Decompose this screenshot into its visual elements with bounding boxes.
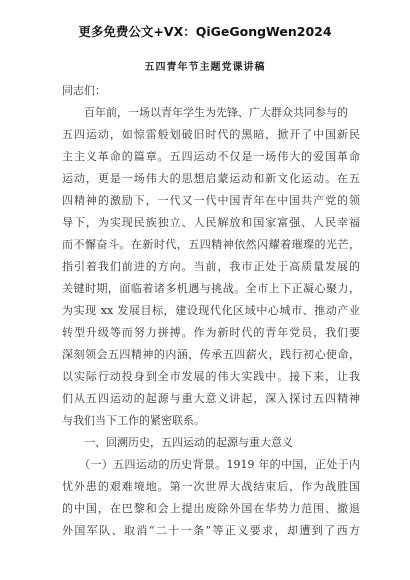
- paragraph-line: 们从五四运动的起源与重大意义讲起，深入探讨五四精神: [62, 392, 360, 405]
- promo-header: 更多免费公文+VX：QiGeGongWen2024: [78, 24, 332, 39]
- paragraph-line: 导下，为实现民族独立、人民解放和国家富强、人民幸福: [62, 216, 360, 229]
- paragraph-line: （一）五四运动的历史背景。1919 年的中国，正处于内: [62, 458, 360, 471]
- paragraph-line: 转型升级等而努力拼搏。作为新时代的青年党员，我们要: [62, 326, 360, 339]
- paragraph-line: 运动，更是一场伟大的思想启蒙运动和新文化运动。在五: [62, 172, 360, 185]
- paragraph-line: 外国军队、取消“二十一条”等正义要求，却遭到了西方: [62, 524, 360, 537]
- paragraph-line: 关键时期，面临着诸多机遇与挑战。全市上下正凝心聚力，: [62, 282, 360, 295]
- paragraph-line: 为实现 xx 发展目标，建设现代化区域中心城市、推动产业: [62, 304, 360, 317]
- paragraph-line: 百年前，一场以青年学生为先锋、广大群众共同参与的: [62, 106, 348, 119]
- paragraph-line: 五四运动，如惊雷般划破旧时代的黑暗，掀开了中国新民: [62, 128, 360, 141]
- greeting-line: 同志们：: [62, 84, 106, 97]
- document-body: [62, 80, 360, 542]
- document-title: 五四青年节主题党课讲稿: [144, 62, 266, 73]
- section-heading: 一、回溯历史，五四运动的起源与重大意义: [62, 436, 293, 449]
- paragraph-line: 指引着我们前进的方向。当前，我市正处于高质量发展的: [62, 260, 360, 273]
- paragraph-line: 深刻领会五四精神的内涵，传承五四薪火，践行初心使命，: [62, 348, 360, 361]
- paragraph-line: 与我们当下工作的紧密联系。: [62, 414, 205, 427]
- paragraph-line: 而不懈奋斗。在新时代，五四精神依然闪耀着璀璨的光芒，: [62, 238, 360, 251]
- paragraph-line: 主主义革命的篇章。五四运动不仅是一场伟大的爱国革命: [62, 150, 360, 163]
- paragraph-line: 以实际行动投身到全市发展的伟大实践中。接下来，让我: [62, 370, 360, 383]
- paragraph-line: 忧外患的艰难境地。第一次世界大战结束后，作为战胜国: [62, 480, 360, 493]
- paragraph-line: 的中国，在巴黎和会上提出废除外国在华势力范围、撤退: [62, 502, 360, 515]
- paragraph-line: 四精神的激励下，一代又一代中国青年在中国共产党的领: [62, 194, 360, 207]
